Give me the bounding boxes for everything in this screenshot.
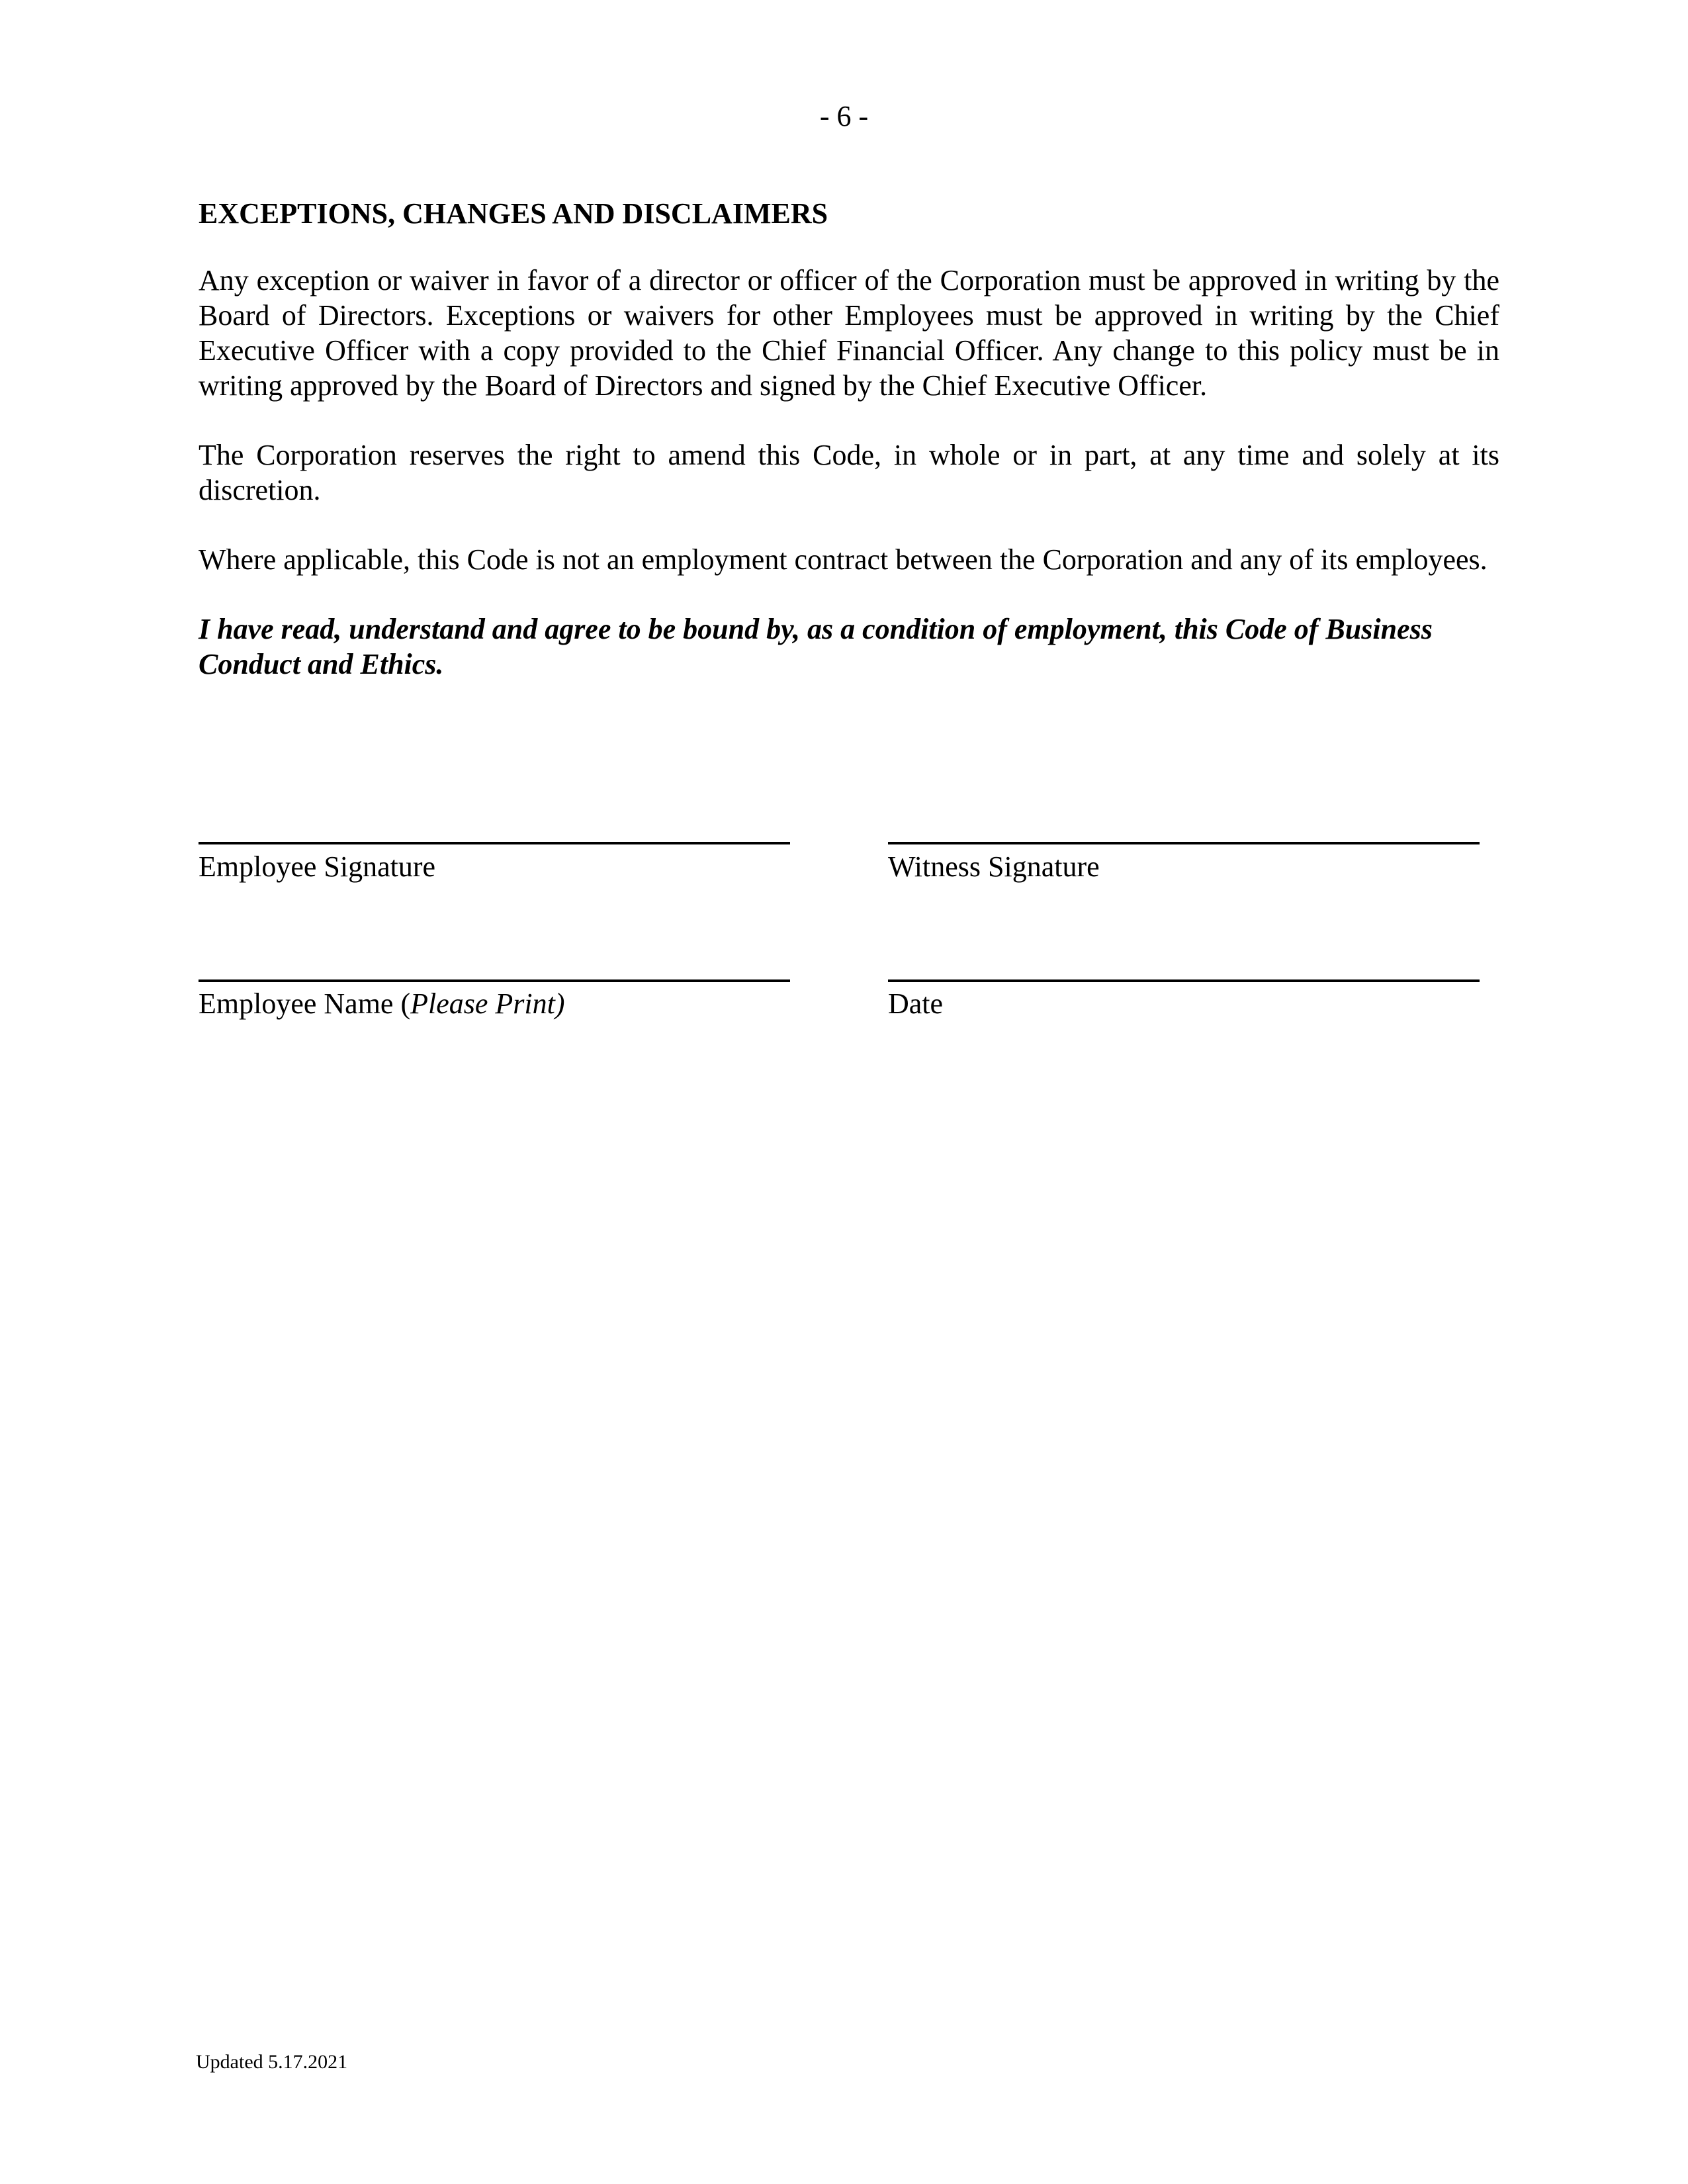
acknowledgement-statement: I have read, understand and agree to be bound by, as a condition of employment, this Code of Business Conduct and Ethics.: [199, 613, 1433, 680]
employee-signature-label: Employee Signature: [199, 850, 436, 883]
paragraph-exceptions: Any exception or waiver in favor of a director or officer of the Corporation must be approved in writing by the Board of Directors. Exceptions or waivers for other Employees must be approved in writing by the Chief Executive Officer with a copy provided to the Chief Financial Officer. Any change to this policy must be in writing approved by the Board of Directors and signed by the Chief Executive Officer.: [199, 264, 1499, 402]
employee-name-text: Employee Name (: [199, 987, 411, 1020]
document-body: [199, 196, 1499, 682]
paragraph-amendments: The Corporation reserves the right to amend this Code, in whole or in part, at any time and solely at its discretion.: [199, 439, 1499, 506]
page-number: - 6 -: [819, 100, 869, 132]
date-label: Date: [888, 987, 944, 1020]
updated-footer: Updated 5.17.2021: [196, 2051, 348, 2073]
employee-name-label: [199, 986, 565, 1021]
date-line[interactable]: [888, 979, 1480, 982]
section-heading: EXCEPTIONS, CHANGES AND DISCLAIMERS: [199, 197, 828, 230]
witness-signature-label: Witness Signature: [888, 850, 1100, 883]
paragraph-employment-contract: Where applicable, this Code is not an employment contract between the Corporation and any of its employees.: [199, 543, 1488, 576]
witness-signature-line[interactable]: [888, 842, 1480, 844]
employee-name-hint: Please Print): [410, 987, 565, 1020]
employee-name-line[interactable]: [199, 979, 790, 982]
employee-signature-line[interactable]: [199, 842, 790, 844]
